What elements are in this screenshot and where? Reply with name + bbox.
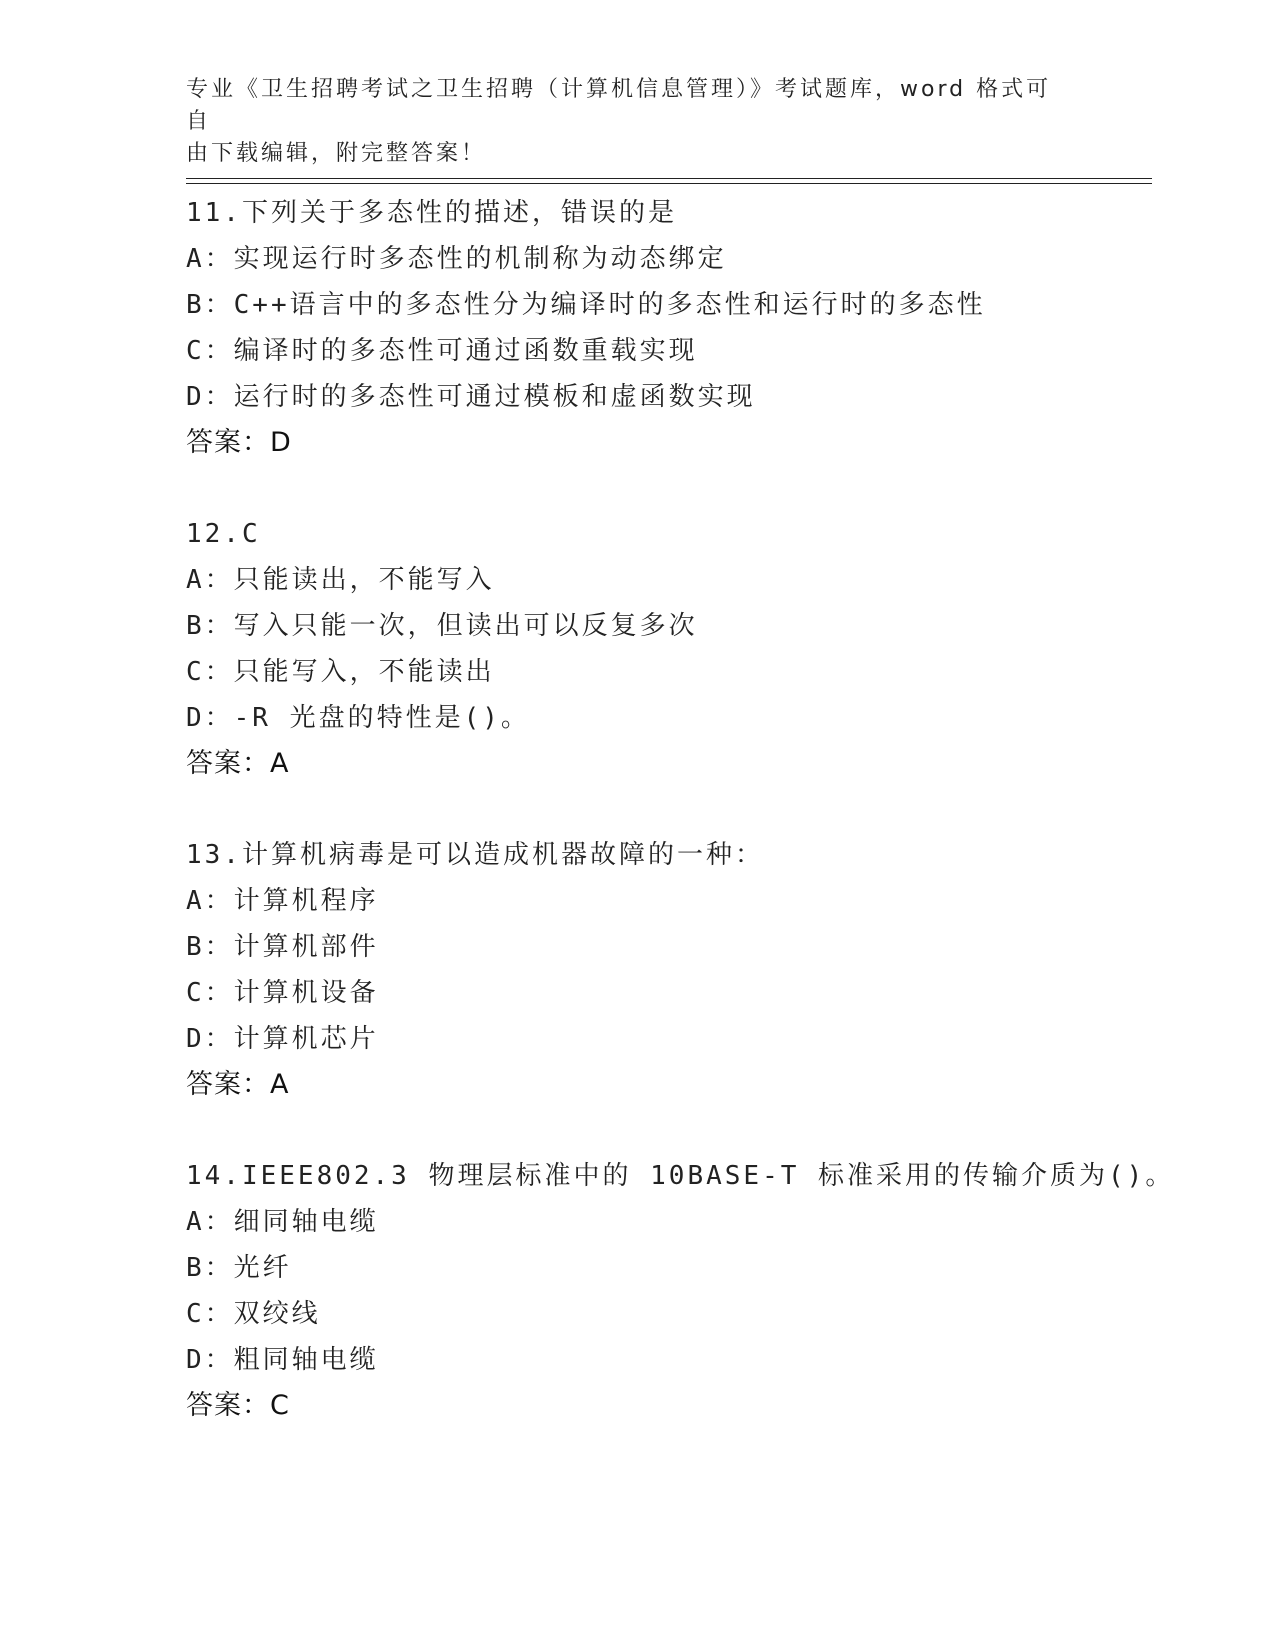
option-c: C：双绞线	[186, 1299, 321, 1329]
question-stem: 12.C	[186, 519, 261, 549]
option-a: A：计算机程序	[186, 886, 379, 916]
option-c: C：编译时的多态性可通过函数重载实现	[186, 336, 698, 366]
option-b: B：C++语言中的多态性分为编译时的多态性和运行时的多态性	[186, 290, 986, 320]
document-header	[186, 74, 1066, 170]
header-line-2: 由下载编辑，附完整答案！	[186, 141, 487, 166]
answer-line: 答案：A	[186, 748, 290, 779]
answer-line: 答案：A	[186, 1069, 290, 1100]
answer-line: 答案：C	[186, 1390, 290, 1421]
option-b: B：写入只能一次，但读出可以反复多次	[186, 611, 698, 641]
question-stem: 13.计算机病毒是可以造成机器故障的一种：	[186, 840, 764, 870]
question-13	[186, 832, 1166, 1108]
option-d: D：计算机芯片	[186, 1024, 379, 1054]
option-c: C：只能写入，不能读出	[186, 657, 495, 687]
question-14	[186, 1153, 1175, 1429]
option-d: D：运行时的多态性可通过模板和虚函数实现	[186, 382, 756, 412]
question-12	[186, 511, 1166, 787]
option-d: D：粗同轴电缆	[186, 1345, 379, 1375]
question-list	[186, 190, 1175, 1474]
question-11	[186, 190, 1166, 466]
option-b: B：光纤	[186, 1253, 292, 1283]
option-a: A：只能读出，不能写入	[186, 565, 495, 595]
option-a: A：细同轴电缆	[186, 1207, 379, 1237]
question-stem: 11.下列关于多态性的描述，错误的是	[186, 198, 677, 228]
header-divider-bottom	[186, 183, 1152, 184]
answer-line: 答案：D	[186, 427, 292, 458]
header-divider-top	[186, 178, 1152, 179]
option-c: C：计算机设备	[186, 978, 379, 1008]
option-d: D：-R 光盘的特性是()。	[186, 703, 530, 733]
header-line-1: 专业《卫生招聘考试之卫生招聘（计算机信息管理）》考试题库，word 格式可自	[186, 77, 1052, 134]
option-a: A：实现运行时多态性的机制称为动态绑定	[186, 244, 727, 274]
question-stem: 14.IEEE802.3 物理层标准中的 10BASE-T 标准采用的传输介质为()。	[186, 1161, 1175, 1191]
option-b: B：计算机部件	[186, 932, 379, 962]
